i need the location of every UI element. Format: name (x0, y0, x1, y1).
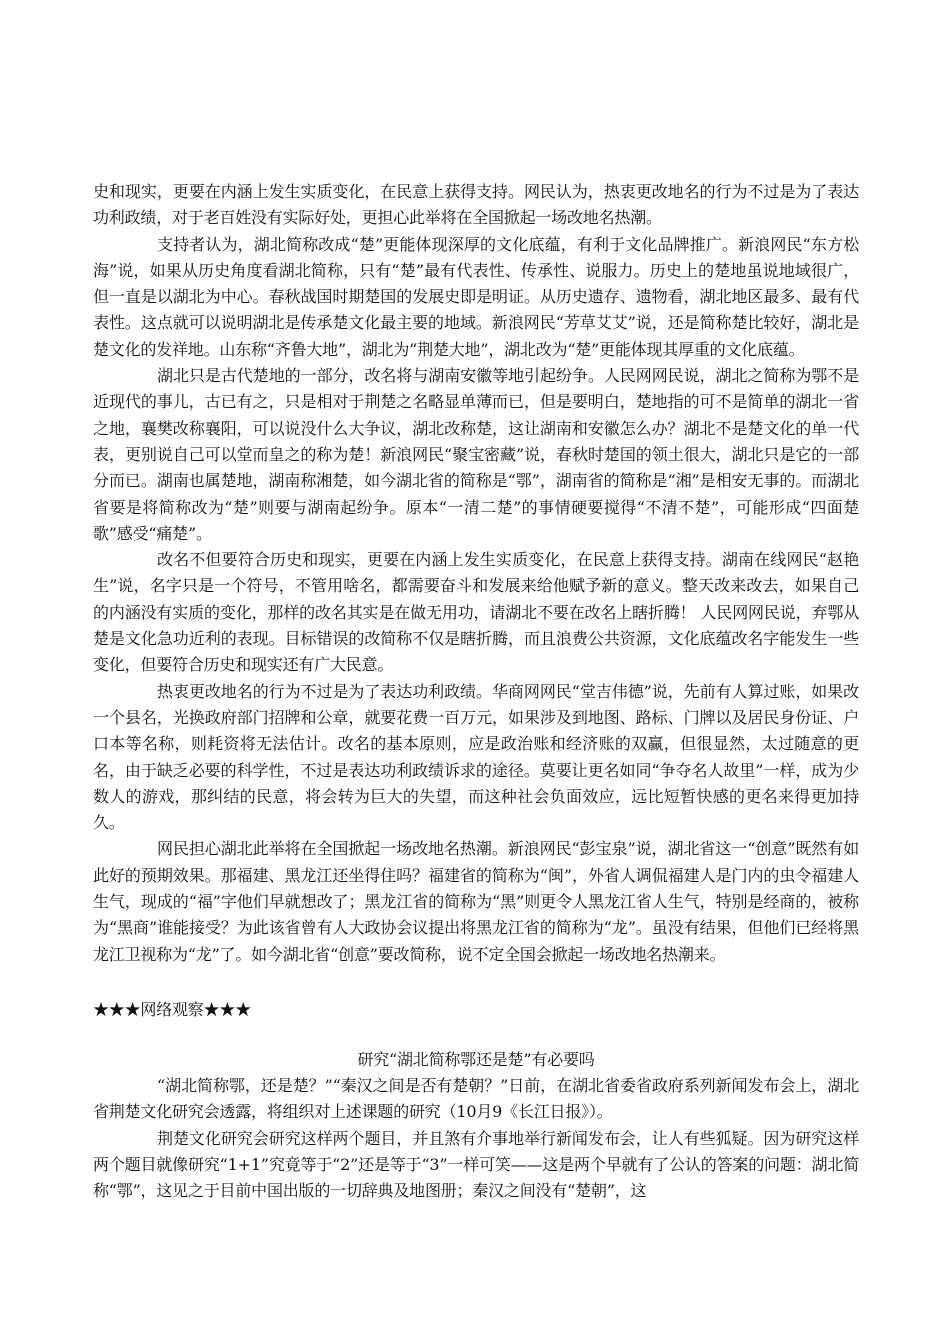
section-heading: ★★★网络观察★★★ (93, 1000, 252, 1019)
paragraph-renaming-wave: 网民担心湖北此举将在全国掀起一场改地名热潮。新浪网民“彭宝泉”说，湖北省这一“创意”既然有如此好的预期效果。那福建、黑龙江还坐得住吗？福建省的简称为“闽”，外省人调侃福建人是门内的虫令福建人生气，现成的“福”字他们早就想改了；黑龙江省的简称为“黑”则更令人黑龙江省人生气，特别是经商的，被称为“黑商”谁能接受？为此该省曾有人大政协会议提出将黑龙江省的简称为“龙”。虽没有结果，但他们已经将黑龙江卫视称为“龙”了。如今湖北省“创意”要改简称，说不定全国会掀起一场改地名热潮来。 (93, 839, 859, 964)
paragraph-continuation: 史和现实，更要在内涵上发生实质变化，在民意上获得支持。网民认为，热衷更改地名的行为不过是为了表达功利政绩，对于老百姓没有实际好处，更担心此举将在全国掀起一场改地名热潮。 (93, 182, 859, 228)
article-paragraph: 荆楚文化研究会研究这样两个题目，并且煞有介事地举行新闻发布会，让人有些狐疑。因为研究这样两个题目就像研究“1+1”究竟等于“2”还是等于“3”一样可笑——这是两个早就有了公认的答案的问题：湖北简称“鄂”，这见之于目前中国出版的一切辞典及地图册；秦汉之间没有“楚朝”，这 (93, 1128, 859, 1201)
paragraph-dispute: 湖北只是古代楚地的一部分，改名将与湖南安徽等地引起纷争。人民网网民说，湖北之简称为鄂不是近现代的事儿，古已有之，只是相对于荆楚之名略显单薄而已，但是要明白，楚地指的可不是简单的湖北一省之地，襄樊改称襄阳，可以说没什么大争议，湖北改称楚，这让湖南和安徽怎么办？湖北不是楚文化的单一代表，更别说自己可以堂而皇之的称为楚！新浪网民“聚宝密藏”说，春秋时楚国的领土很大，湖北只是它的一部分而已。湖南也属楚地，湖南称湘楚，如今湖北省的简称是“鄂”，湖南省的简称是“湘”是相安无事的。而湖北省要是将简称改为“楚”则要与湖南起纷争。原本“一清二楚”的事情硬要搅得“不清不楚”，可能形成“四面楚歌”感受“痛楚”。 (93, 366, 859, 543)
paragraph-political-achievement: 热衷更改地名的行为不过是为了表达功利政绩。华商网网民“堂吉伟德”说，先前有人算过账，如果改一个县名，光换政府部门招牌和公章，就要花费一百万元，如果涉及到地图、路标、门牌以及居民身份证、户口本等名称，则耗资将无法估计。改名的基本原则，应是政治账和经济账的双赢，但很显然，太过随意的更名，由于缺乏必要的科学性，不过是表达功利政绩诉求的途径。莫要让更名如同“争夺名人故里”一样，成为少数人的游戏，那纠结的民意，将会转为巨大的失望，而这种社会负面效应，远比短暂快感的更名来得更加持久。 (93, 681, 859, 833)
article-title: 研究“湖北简称鄂还是楚”有必要吗 (357, 1050, 595, 1069)
article-body (93, 1073, 859, 1204)
document-page (93, 179, 859, 1201)
paragraph-supporters: 支持者认为，湖北简称改成“楚”更能体现深厚的文化底蕴，有利于文化品牌推广。新浪网民“东方松海”说，如果从历史角度看湖北简称，只有“楚”最有代表性、传承性、说服力。历史上的楚地虽说地域很广，但一直是以湖北为中心。春秋战国时期楚国的发展史即是明证。从历史遗存、遗物看，湖北地区最多、最有代表性。这点就可以说明湖北是传承楚文化最主要的地域。新浪网民“芳草艾艾”说，还是简称楚比较好，湖北是楚文化的发祥地。山东称“齐鲁大地”，湖北为“荆楚大地”，湖北改为“楚”更能体现其厚重的文化底蕴。 (93, 234, 859, 359)
paragraph-renaming-conditions: 改名不但要符合历史和现实，更要在内涵上发生实质变化，在民意上获得支持。湖南在线网民“赵艳生”说，名字只是一个符号，不管用啥名，都需要奋斗和发展来给他赋予新的意义。整天改来改去，如果自己的内涵没有实质的变化，那样的改名其实是在做无用功，请湖北不要在改名上瞎折腾！ 人民网网民说，弃鄂从楚是文化急功近利的表现。目标错误的改简称不仅是瞎折腾，而且浪费公共资源，文化底蕴改名字能发生一些变化，但要符合历史和现实还有广大民意。 (93, 550, 859, 675)
article-paragraph: “湖北简称鄂，还是楚？”“秦汉之间是否有楚朝？”日前，在湖北省委省政府系列新闻发布会上，湖北省荆楚文化研究会透露，将组织对上述课题的研究（10月9《长江日报》）。 (93, 1076, 859, 1122)
